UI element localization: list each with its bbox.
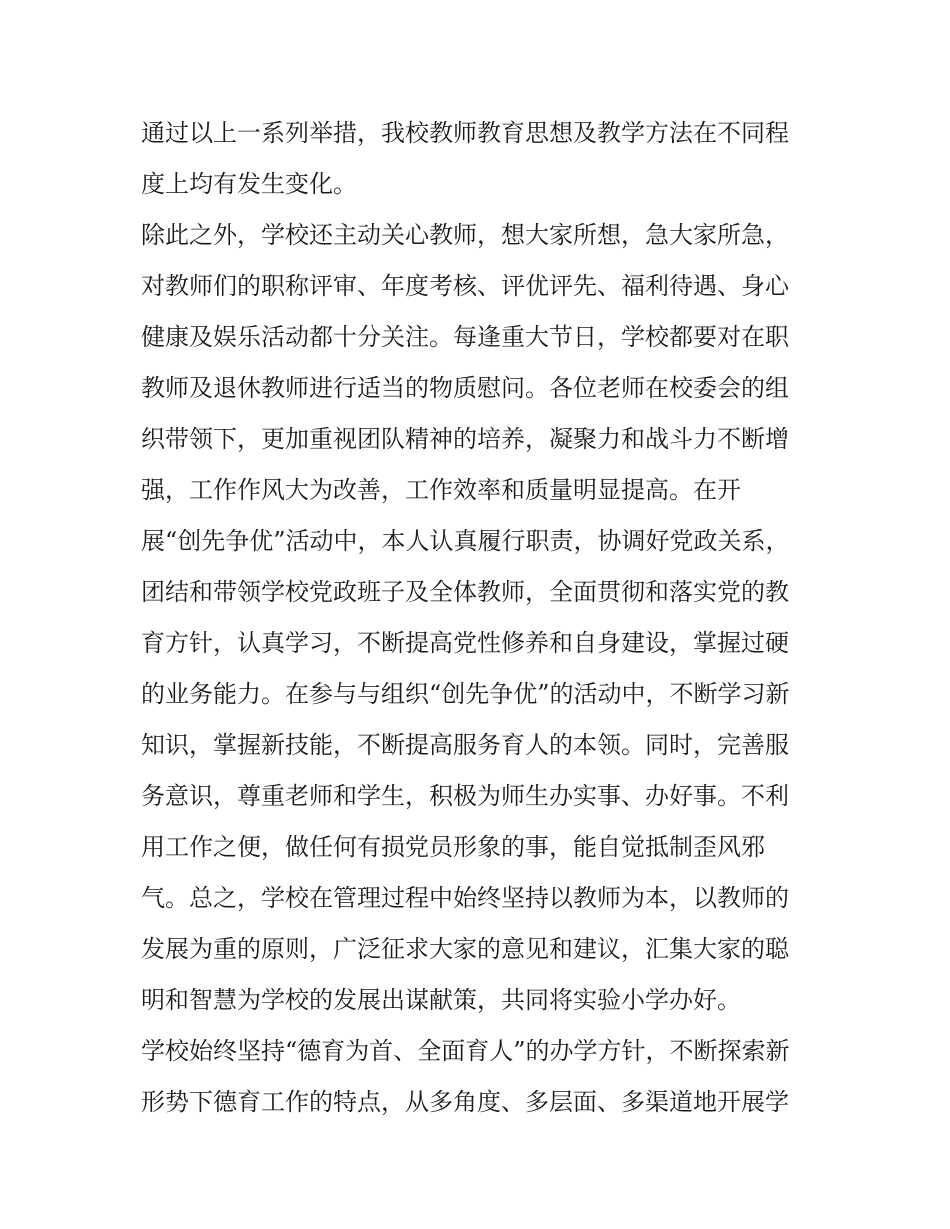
text-line: 度上均有发生变化。 [141, 170, 357, 198]
text-line: 强，工作作风大为改善，工作效率和质量明显提高。在开 [141, 476, 741, 504]
text-line: 明和智慧为学校的发展出谋献策，共同将实验小学办好。 [141, 986, 741, 1014]
text-line: 团结和带领学校党政班子及全体教师，全面贯彻和落实党的教 [141, 578, 789, 606]
text-line: 用工作之便，做任何有损党员形象的事，能自觉抵制歪风邪 [141, 833, 765, 861]
text-line: 通过以上一系列举措，我校教师教育思想及教学方法在不同程 [141, 119, 789, 147]
text-line: 织带领下，更加重视团队精神的培养，凝聚力和战斗力不断增 [141, 425, 789, 453]
text-line: 教师及退休教师进行适当的物质慰问。各位老师在校委会的组 [141, 374, 789, 402]
text-line: 发展为重的原则，广泛征求大家的意见和建议，汇集大家的聪 [141, 935, 789, 963]
text-line: 学校始终坚持“德育为首、全面育人”的办学方针，不断探索新 [141, 1037, 790, 1065]
text-line: 除此之外，学校还主动关心教师，想大家所想，急大家所急， [141, 221, 789, 249]
text-line: 对教师们的职称评审、年度考核、评优评先、福利待遇、身心 [141, 272, 789, 300]
text-line: 育方针，认真学习，不断提高党性修养和自身建设，掌握过硬 [141, 629, 789, 657]
text-line: 展“创先争优”活动中，本人认真履行职责，协调好党政关系， [141, 527, 790, 555]
text-line: 务意识，尊重老师和学生，积极为师生办实事、办好事。不利 [141, 782, 789, 810]
body-text [141, 108, 821, 1128]
text-line: 知识，掌握新技能，不断提高服务育人的本领。同时，完善服 [141, 731, 789, 759]
text-line: 的业务能力。在参与与组织“创先争优”的活动中，不断学习新 [141, 680, 790, 708]
text-line: 气。总之，学校在管理过程中始终坚持以教师为本，以教师的 [141, 884, 789, 912]
text-line: 形势下德育工作的特点，从多角度、多层面、多渠道地开展学 [141, 1088, 789, 1116]
text-line: 健康及娱乐活动都十分关注。每逢重大节日，学校都要对在职 [141, 323, 789, 351]
